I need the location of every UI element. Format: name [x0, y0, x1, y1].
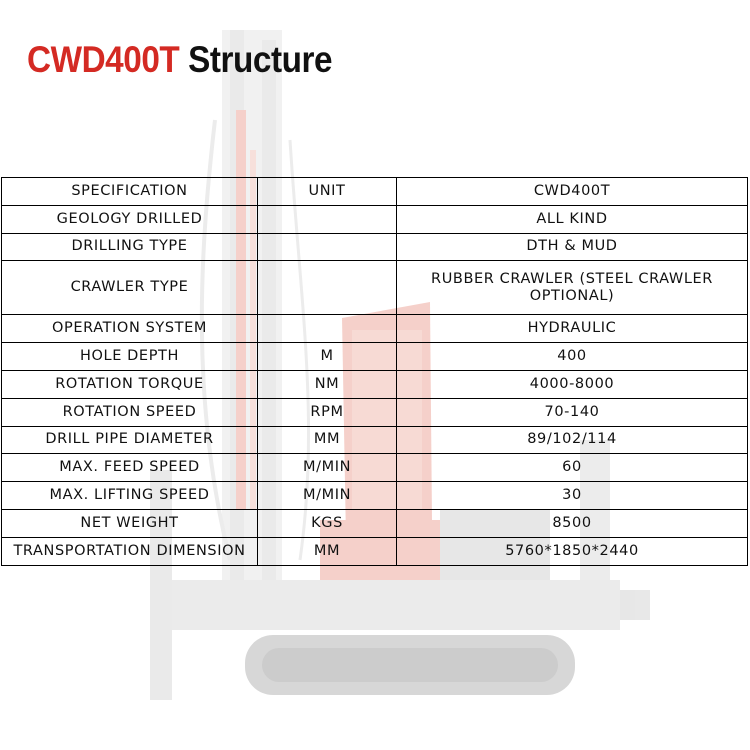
spec-table [1, 177, 748, 566]
header-specification: SPECIFICATION [2, 178, 258, 206]
spec-cell: CRAWLER TYPE [2, 261, 258, 315]
value-cell: 70-140 [397, 398, 748, 426]
unit-cell [258, 205, 397, 233]
spec-cell: NET WEIGHT [2, 509, 258, 537]
spec-cell: MAX. FEED SPEED [2, 454, 258, 482]
unit-cell [258, 261, 397, 315]
title-model: CWD400T [27, 39, 180, 80]
table-row [2, 233, 748, 261]
unit-cell: KGS [258, 509, 397, 537]
table-row [2, 454, 748, 482]
header-model: CWD400T [397, 178, 748, 206]
spec-cell: ROTATION SPEED [2, 398, 258, 426]
spec-cell: GEOLOGY DRILLED [2, 205, 258, 233]
value-cell: 4000-8000 [397, 370, 748, 398]
table-row [2, 205, 748, 233]
unit-cell: M/MIN [258, 482, 397, 510]
unit-cell: MM [258, 426, 397, 454]
header-unit: UNIT [258, 178, 397, 206]
spec-cell: TRANSPORTATION DIMENSION [2, 537, 258, 565]
table-row [2, 261, 748, 315]
spec-cell: MAX. LIFTING SPEED [2, 482, 258, 510]
unit-cell [258, 233, 397, 261]
spec-cell: DRILL PIPE DIAMETER [2, 426, 258, 454]
table-row [2, 537, 748, 565]
table-row [2, 370, 748, 398]
unit-cell: MM [258, 537, 397, 565]
unit-cell: NM [258, 370, 397, 398]
table-row [2, 315, 748, 343]
spec-cell: DRILLING TYPE [2, 233, 258, 261]
value-cell: 89/102/114 [397, 426, 748, 454]
value-cell: ALL KIND [397, 205, 748, 233]
table-row [2, 343, 748, 371]
table-row [2, 398, 748, 426]
page-title [27, 38, 332, 82]
unit-cell [258, 315, 397, 343]
value-cell: 5760*1850*2440 [397, 537, 748, 565]
value-cell: 8500 [397, 509, 748, 537]
value-cell: DTH & MUD [397, 233, 748, 261]
table-header-row [2, 178, 748, 206]
spec-cell: ROTATION TORQUE [2, 370, 258, 398]
table-row [2, 482, 748, 510]
title-word: Structure [188, 39, 333, 80]
value-cell: 400 [397, 343, 748, 371]
unit-cell: M [258, 343, 397, 371]
unit-cell: RPM [258, 398, 397, 426]
spec-cell: HOLE DEPTH [2, 343, 258, 371]
unit-cell: M/MIN [258, 454, 397, 482]
table-row [2, 509, 748, 537]
value-cell: 30 [397, 482, 748, 510]
spec-cell: OPERATION SYSTEM [2, 315, 258, 343]
value-cell: 60 [397, 454, 748, 482]
table-row [2, 426, 748, 454]
value-cell: RUBBER CRAWLER (STEEL CRAWLER OPTIONAL) [397, 261, 748, 315]
value-cell: HYDRAULIC [397, 315, 748, 343]
